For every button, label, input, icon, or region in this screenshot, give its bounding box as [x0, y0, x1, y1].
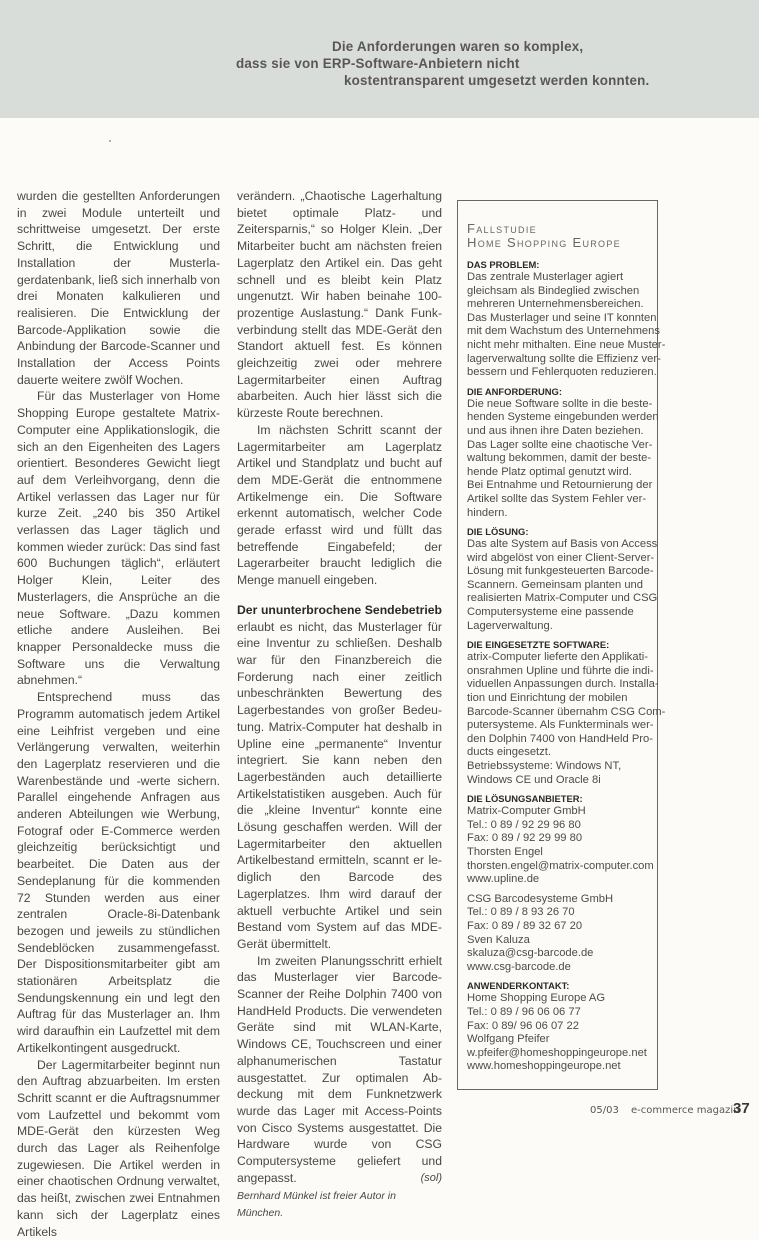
section-heading: DIE LÖSUNG:	[467, 526, 529, 538]
article-column-1	[17, 188, 220, 1240]
text-line: und aus ihnen ihre Daten beziehen.	[467, 424, 644, 437]
page-number: 37	[733, 1100, 750, 1117]
vendor-company: CSG Barcodesysteme GmbH	[467, 892, 614, 905]
vendor-company: Matrix-Computer GmbH	[467, 805, 586, 818]
paragraph: wurden die gestellten Anforderungen in zwei Module unterteilt und schrittweise umgesetzt. Der erste Schritt, die Entwicklung und Installation der Musterlagerdatenbank, ließ sich innerhalb von drei Monaten kalkulieren und realisieren. Die Entwicklung der Barcode-Applikation sowie die Anbindung der Barcode-Scanner und Installation der Access Points dauerte weitere zwölf Wochen.	[17, 189, 220, 387]
text-line: viduellen Anpassungen durch. Installa-	[467, 678, 659, 691]
user-company: Home Shopping Europe AG	[467, 992, 606, 1005]
page-footer	[590, 1105, 739, 1116]
text-line: waltung bekommen, damit der beste-	[467, 452, 652, 465]
user-email: w.pfeifer@homeshoppingeurope.net	[467, 1046, 647, 1059]
text-line: Die neue Software sollte in die beste-	[467, 397, 653, 410]
section-text: erlaubt es nicht, das Musterlager für eine Inventur zu schließen. Deshalb war für den Finanzbereich die Forderung nach einer zeitlich unbeschränkten Bewertung des Lagerbestandes von großer Bedeutung. Matrix-Computer hat deshalb in Upline eine „permanente“ Inventur integriert. Sie kann neben den Lagerbeständen auch detaillierte Artikelstatistiken ausgeben. Auch für die „kleine Inventur“ konnte eine Lösung geschaffen werden. Will der Lagermitarbeiter den aktuellen Artikelbestand ermitteln, scannt er lediglich den Barcode des Lagerplatzes. Ihm wird darauf der aktuell verbuchte Artikel und sein Bestand vom System auf das MDE-Gerät übermittelt.	[237, 619, 442, 951]
text-line: gleichsam als Bindeglied zwischen	[467, 284, 640, 297]
text-line: Das Lager sollte eine chaotische Ver-	[467, 438, 653, 451]
author-note: Bernhard Münkel ist freier Autor in München.	[237, 1190, 396, 1220]
text-line: Computersysteme eine passende	[467, 606, 634, 619]
text-line: lagerverwaltung sollte die Effizienz ver-	[467, 352, 661, 365]
section-lead: Der ununterbrochene Sendebetrieb	[237, 602, 442, 617]
last-paragraph-text: Im zweiten Planungsschritt erhielt das Musterlager vier Barcode-Scanner der Reihe Dolphin 7400 von HandHeld Products. Die verwendeten Geräte sind mit WLAN-Karte, Windows CE, Touchscreen und einer alphanumerischen Tastatur ausgestattet. Zur optimalen Abdeckung mit dem Funknetzwerk wurde das Lager mit Access-Points von Cisco Systems ausgestattet. Die Hardware wurde von CSG Computersysteme geliefert und angepasst.	[237, 953, 442, 1185]
text-line: Betriebssysteme: Windows NT,	[467, 760, 622, 772]
text-line: wird abgelöst von einer Client-Server-	[467, 551, 655, 564]
text-line: Scannern. Gemeinsam planten und	[467, 578, 644, 591]
vendor-contact: Thorsten Engel	[467, 845, 543, 858]
pull-quote-line: Die Anforderungen waren so komplex,	[332, 39, 584, 54]
vendor-email: skaluza@csg-barcode.de	[467, 947, 594, 960]
section-requirement	[467, 385, 659, 520]
section-heading: ANWENDERKONTAKT:	[467, 980, 570, 992]
vendor-email: thorsten.engel@matrix-computer.com	[467, 859, 654, 872]
text-line: Lösung mit funkgesteuerten Barcode-	[467, 565, 654, 578]
paragraph: verändern. „Chaotische Lagerhaltung bietet optimale Platz- und Zeitersparnis,“ so Holger Klein. „Der Mitarbeiter bucht am nächsten freien Lagerplatz den Artikel ein. Das geht schnell und es bleibt kein Platz ungenutzt. Wir haben beinahe 100-prozentige Auslastung.“ Dank Funkverbindung stellt das MDE-Gerät den Standort aktuell fest. Es können gleichzeitig zwei oder mehrere Lagermitarbeiter einen Auftrag abarbeiten. Auch hier lässt sich die kürzeste Route berechnen.	[237, 189, 442, 421]
vendor-tel: Tel.: 0 89 / 8 93 26 70	[467, 906, 575, 919]
paragraph	[237, 953, 442, 1187]
text-line: Windows CE und Oracle 8i	[467, 773, 601, 786]
paragraph: Entsprechend muss das Programm automatisch jedem Artikel eine Leihfrist vergeben und eine Verlängerung verwalten, weiterhin den Lagerplatz reservieren und die Warenbestände und -werte sichern. Parallel eingehende Anfragen aus anderen Abteilungen wie Werbung, Fotograf oder E-Commerce werden gleichzeitig berücksichtigt und bearbeitet. Die Daten aus der Sendeplanung für die kommenden 72 Stunden werden aus einer zentralen Oracle-8i-Datenbank bezogen und jeweils zu stündlichen Sendeblöcken zusammengefasst. Der Dispositionsmitarbeiter gibt am stationären Arbeitsplatz die Sendungskennung ein und legt den Auftrag für das Musterlager an. Ihm wird daraufhin ein Laufzettel mit dem Artikelkontingent ausgedruckt.	[17, 690, 220, 1055]
user-tel: Tel.: 0 89 / 96 06 06 77	[467, 1005, 581, 1018]
pull-quote-line: kostentransparent umgesetzt werden konnten.	[344, 73, 650, 88]
text-line: Barcode-Scanner übernahm CSG Com-	[467, 705, 666, 718]
text-line: Lagerverwaltung.	[467, 619, 553, 632]
user-web: www.homeshoppingeurope.net	[467, 1060, 621, 1073]
section-user-contact	[467, 980, 648, 1074]
text-line: Das alte System auf Basis von Access	[467, 538, 658, 551]
case-study-title	[467, 222, 648, 250]
text-line: Bei Entnahme und Retournierung der	[467, 479, 653, 492]
paragraph: Für das Musterlager von Home Shopping Europe gestaltete Matrix-Computer eine Applikationslogik, die sich an den Eigenheiten des Lagers orientiert. Besonderes Gewicht liegt auf dem Verleihvorgang, denn die Artikel verlassen das Lager nur für kurze Zeit. „240 bis 350 Artikel verlassen das Lager täglich und kommen wieder zurück: Das sind fast 600 Buchungen täglich“, erläutert Holger Klein, Leiter des Musterlagers, die Ansprüche an die neue Software. „Dazu kommen etliche andere Ausleihen. Bei knapper Personaldecke muss die Software uns die Verwaltung abnehmen.“	[17, 389, 220, 688]
text-line: ducts eingesetzt.	[467, 746, 551, 759]
user-fax: Fax: 0 89/ 96 06 07 22	[467, 1019, 579, 1032]
section-software	[467, 639, 666, 787]
vendor-web: www.csg-barcode.de	[467, 960, 571, 973]
section-heading: DIE LÖSUNGSANBIETER:	[467, 793, 583, 805]
magazine-name: e-commerce magazin	[631, 1105, 740, 1116]
section-problem	[467, 259, 666, 380]
pull-quote-line: dass sie von ERP-Software-Anbietern nicht	[236, 56, 520, 71]
text-line: Das Musterlager und seine IT konnten	[467, 311, 657, 324]
paragraph: Der Lagermitarbeiter beginnt nun den Auftrag abzuarbeiten. Im ersten Schritt scannt er die Auftragsnummer vom Laufzettel und bekommt vom MDE-Gerät den kürzesten Weg durch das Lager als Reihenfolge zugewiesen. Die Artikel werden in einer chaotischen Ordnung verwaltet, das heißt, zwischen zwei Entnahmen kann sich der Lagerplatz eines Artikels	[17, 1057, 220, 1239]
text-line: bessern und Fehlerquoten reduzieren.	[467, 366, 657, 379]
text-line: mehreren Unternehmensbereichen.	[467, 298, 644, 311]
vendor-matrix-computer	[467, 805, 654, 887]
case-study-title-line1: Fallstudie	[467, 221, 537, 236]
text-line: nicht mehr mithalten. Eine neue Muster-	[467, 338, 666, 351]
vendor-fax: Fax: 0 89 / 92 29 99 80	[467, 832, 583, 845]
case-study-title-line2: Home Shopping Europe	[467, 235, 621, 250]
text-line: den Dolphin 7400 von HandHeld Pro-	[467, 732, 653, 745]
article-column-2	[237, 188, 442, 1222]
issue-number: 05/03	[590, 1105, 619, 1116]
section-paragraph	[237, 602, 442, 953]
section-solution	[467, 526, 658, 633]
case-study-box	[457, 200, 666, 1090]
section-heading: DIE ANFORDERUNG:	[467, 385, 562, 397]
section-heading: DAS PROBLEM:	[467, 259, 540, 270]
text-line: atrix-Computer lieferte den Applikati-	[467, 651, 648, 664]
paragraph: Im nächsten Schritt scannt der Lagermitarbeiter am Lagerplatz Artikel und Standplatz und bucht auf dem MDE-Gerät die entnommene Artikelmenge ein. Die Software erkennt automatisch, welcher Code gerade erfasst wird und füllt das betreffende Eingabefeld; der Lagerarbeiter braucht lediglich die Menge manuell eingeben.	[237, 422, 442, 588]
vendor-csg	[467, 893, 648, 975]
text-line: mit dem Wachstum des Unternehmens	[467, 325, 660, 338]
text-line: hindern.	[467, 506, 508, 519]
vendor-contact: Sven Kaluza	[467, 933, 530, 946]
text-line: Artikel sollte das System Fehler ver-	[467, 492, 647, 505]
text-line: Das zentrale Musterlager agiert	[467, 271, 624, 283]
text-line: realisierten Matrix-Computer und CSG	[467, 592, 658, 605]
text-line: henden Systeme eingebunden werden	[467, 411, 659, 424]
text-line: tion und Einrichtung der mobilen	[467, 692, 628, 705]
vendor-web: www.upline.de	[467, 873, 540, 886]
text-line: hende Platz optimal genutzt wird.	[467, 465, 632, 478]
section-heading: DIE EINGESETZTE SOFTWARE:	[467, 639, 610, 651]
vendor-fax: Fax: 0 89 / 89 32 67 20	[467, 919, 583, 932]
text-line: putersysteme. Als Funkterminals wer-	[467, 719, 654, 732]
section-vendors	[467, 793, 654, 974]
print-speck	[109, 140, 111, 142]
editor-signature: (sol)	[420, 1171, 442, 1184]
vendor-tel: Tel.: 0 89 / 92 29 96 80	[467, 818, 581, 831]
user-contact: Wolfgang Pfeifer	[467, 1033, 550, 1046]
text-line: onsrahmen Upline und führte die indi-	[467, 664, 654, 677]
